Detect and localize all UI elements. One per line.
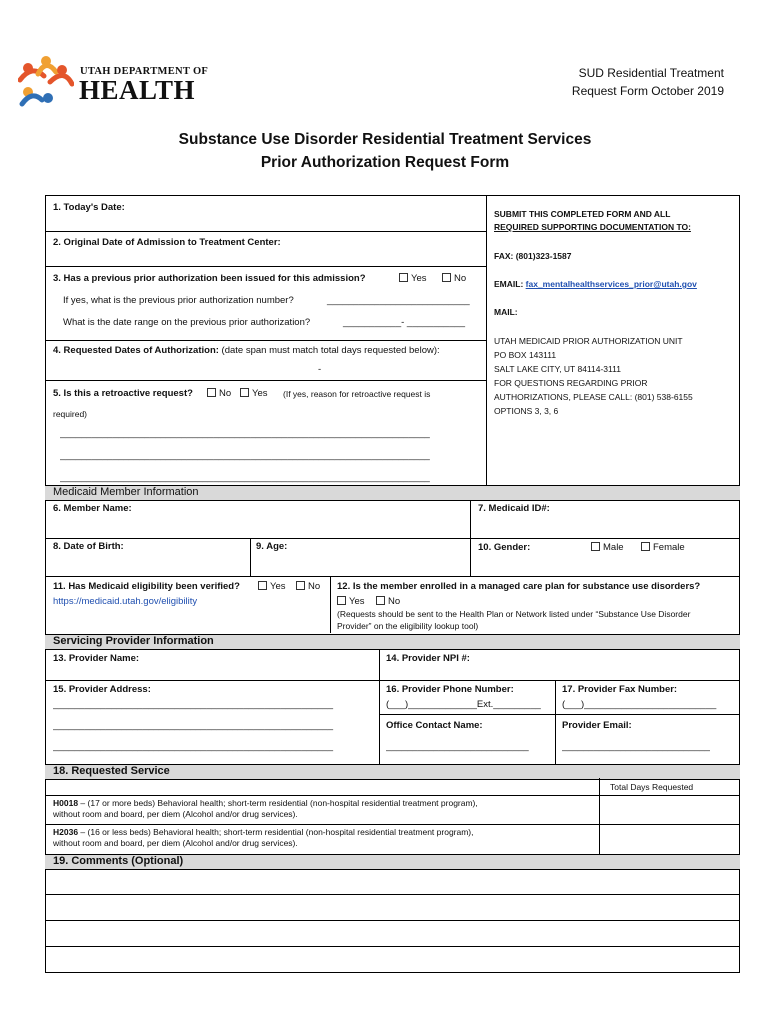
medicaid-id-field[interactable] xyxy=(478,515,733,535)
managed-care-note-1: (Requests should be sent to the Health Plan or Network listed under “Substance Use Disorder xyxy=(337,609,691,619)
prior-auth-range-field[interactable]: ___________- ___________ xyxy=(343,317,466,328)
prior-auth-range-label: What is the date range on the previous prior authorization? xyxy=(63,317,311,328)
gender-male[interactable]: Male xyxy=(591,542,624,554)
form-version-line1: SUD Residential Treatment xyxy=(578,66,724,80)
provider-phone-label: 16. Provider Phone Number: xyxy=(386,684,514,695)
checkbox-icon xyxy=(399,273,408,282)
checkbox-icon xyxy=(258,581,267,590)
org-name-line2: HEALTH xyxy=(79,75,196,105)
eligibility-question: 11. Has Medicaid eligibility been verified? xyxy=(53,581,240,592)
dob-label: 8. Date of Birth: xyxy=(53,541,124,552)
gender-female[interactable]: Female xyxy=(641,542,685,554)
retroactive-question: 5. Is this a retroactive request? xyxy=(53,388,193,399)
todays-date-label: 1. Today's Date: xyxy=(53,202,125,213)
requested-dates-field[interactable]: - xyxy=(318,364,322,375)
checkbox-icon xyxy=(296,581,305,590)
age-label: 9. Age: xyxy=(256,541,288,552)
reason-line-3[interactable]: ______________________________________________________________________ xyxy=(60,472,430,483)
utah-health-logo-icon xyxy=(18,54,74,110)
member-name-field[interactable] xyxy=(55,515,465,535)
provider-name-label: 13. Provider Name: xyxy=(53,653,140,664)
submit-email-link[interactable]: fax_mentalhealthservices_prior@utah.gov xyxy=(525,279,697,289)
managed-care-yes[interactable]: Yes xyxy=(337,596,365,608)
provider-address-label: 15. Provider Address: xyxy=(53,684,151,695)
submit-address-2: PO BOX 143111 xyxy=(494,350,557,360)
managed-care-question: 12. Is the member enrolled in a managed care plan for substance use disorders? xyxy=(337,581,701,592)
total-days-header: Total Days Requested xyxy=(610,782,694,792)
eligibility-yes[interactable]: Yes xyxy=(258,581,286,593)
submit-address-3: SALT LAKE CITY, UT 84114-3111 xyxy=(494,364,621,374)
retroactive-note-2: required) xyxy=(53,409,88,419)
service-section-title: 18. Requested Service xyxy=(53,765,170,777)
provider-email-label: Provider Email: xyxy=(562,720,632,731)
eligibility-link[interactable]: https://medicaid.utah.gov/eligibility xyxy=(53,596,198,607)
comments-line-4[interactable] xyxy=(45,947,740,972)
comments-section-title: 19. Comments (Optional) xyxy=(53,855,184,867)
submit-fax: FAX: (801)323-1587 xyxy=(494,251,572,261)
checkbox-icon xyxy=(240,388,249,397)
submit-address-4: FOR QUESTIONS REGARDING PRIOR xyxy=(494,378,648,388)
member-name-label: 6. Member Name: xyxy=(53,503,132,514)
checkbox-icon xyxy=(207,388,216,397)
medicaid-id-label: 7. Medicaid ID#: xyxy=(478,503,550,514)
provider-address-line-2[interactable]: _____________________________________________________ xyxy=(53,720,334,731)
requested-dates-label: 4. Requested Dates of Authorization: (date span must match total days requested below): xyxy=(53,345,440,356)
managed-care-note-2: Provider” on the eligibility lookup tool) xyxy=(337,621,479,631)
submit-heading-1: SUBMIT THIS COMPLETED FORM AND ALL xyxy=(494,209,671,219)
member-section-title: Medicaid Member Information xyxy=(53,486,199,498)
provider-section-title: Servicing Provider Information xyxy=(53,635,214,647)
form-version-line2: Request Form October 2019 xyxy=(571,84,724,98)
todays-date-field[interactable] xyxy=(150,200,480,228)
checkbox-icon xyxy=(641,542,650,551)
checkbox-icon xyxy=(442,273,451,282)
eligibility-no[interactable]: No xyxy=(296,581,320,593)
h2036-total-days-field[interactable] xyxy=(603,827,735,851)
reason-line-1[interactable]: ______________________________________________________________________ xyxy=(60,428,430,439)
checkbox-icon xyxy=(337,596,346,605)
office-contact-label: Office Contact Name: xyxy=(386,720,483,731)
submit-address-6: OPTIONS 3, 3, 6 xyxy=(494,406,559,416)
page-subtitle: Prior Authorization Request Form xyxy=(260,154,510,171)
retroactive-no[interactable]: No xyxy=(207,388,231,400)
provider-phone-field[interactable]: (___)_____________Ext._________ xyxy=(386,699,541,710)
checkbox-icon xyxy=(376,596,385,605)
provider-npi-label: 14. Provider NPI #: xyxy=(386,653,470,664)
submit-mail-label: MAIL: xyxy=(494,307,518,317)
comments-line-3[interactable] xyxy=(45,921,740,947)
prior-auth-no[interactable]: No xyxy=(442,273,466,285)
prior-auth-yes[interactable]: Yes xyxy=(399,273,427,285)
prior-auth-number-field[interactable]: ___________________________ xyxy=(327,295,470,306)
submit-address-5: AUTHORIZATIONS, PLEASE CALL: (801) 538-6155 xyxy=(494,392,693,402)
admission-date-field[interactable] xyxy=(300,234,480,262)
checkbox-icon xyxy=(591,542,600,551)
page-title: Substance Use Disorder Residential Treatment Services xyxy=(178,131,592,148)
prior-auth-question: 3. Has a previous prior authorization been issued for this admission? xyxy=(53,273,366,284)
submit-email: EMAIL: fax_mentalhealthservices_prior@utah.gov xyxy=(494,279,697,289)
retroactive-yes[interactable]: Yes xyxy=(240,388,268,400)
provider-address-line-3[interactable]: _____________________________________________________ xyxy=(53,741,334,752)
provider-name-field[interactable] xyxy=(55,665,375,679)
provider-fax-label: 17. Provider Fax Number: xyxy=(562,684,678,695)
h0018-total-days-field[interactable] xyxy=(603,798,735,822)
org-name-line1: UTAH DEPARTMENT OF xyxy=(80,66,209,77)
admission-date-label: 2. Original Date of Admission to Treatment Center: xyxy=(53,237,281,248)
gender-label: 10. Gender: xyxy=(478,542,531,553)
provider-email-field[interactable]: ____________________________ xyxy=(562,741,710,752)
comments-line-1[interactable] xyxy=(45,869,740,895)
office-contact-field[interactable]: ___________________________ xyxy=(386,741,529,752)
prior-auth-number-label: If yes, what is the previous prior authorization number? xyxy=(63,295,294,306)
retroactive-note: (If yes, reason for retroactive request is xyxy=(283,389,431,399)
provider-npi-field[interactable] xyxy=(386,665,734,679)
reason-line-2[interactable]: ______________________________________________________________________ xyxy=(60,450,430,461)
h2036-description: H2036 – (16 or less beds) Behavioral health; short-term residential (non-hospital residential treatment program), without room and board, per diem (Alcohol and/or drug services). xyxy=(53,827,474,848)
h0018-description: H0018 – (17 or more beds) Behavioral health; short-term residential (non-hospital residential treatment program), without room and board, per diem (Alcohol and/or drug services). xyxy=(53,798,478,819)
provider-address-line-1[interactable]: _____________________________________________________ xyxy=(53,699,334,710)
submit-heading-2: REQUIRED SUPPORTING DOCUMENTATION TO: xyxy=(494,222,691,232)
provider-fax-field[interactable]: (___)_________________________ xyxy=(562,699,717,710)
submit-address-1: UTAH MEDICAID PRIOR AUTHORIZATION UNIT xyxy=(494,336,683,346)
managed-care-no[interactable]: No xyxy=(376,596,400,608)
comments-line-2[interactable] xyxy=(45,895,740,921)
